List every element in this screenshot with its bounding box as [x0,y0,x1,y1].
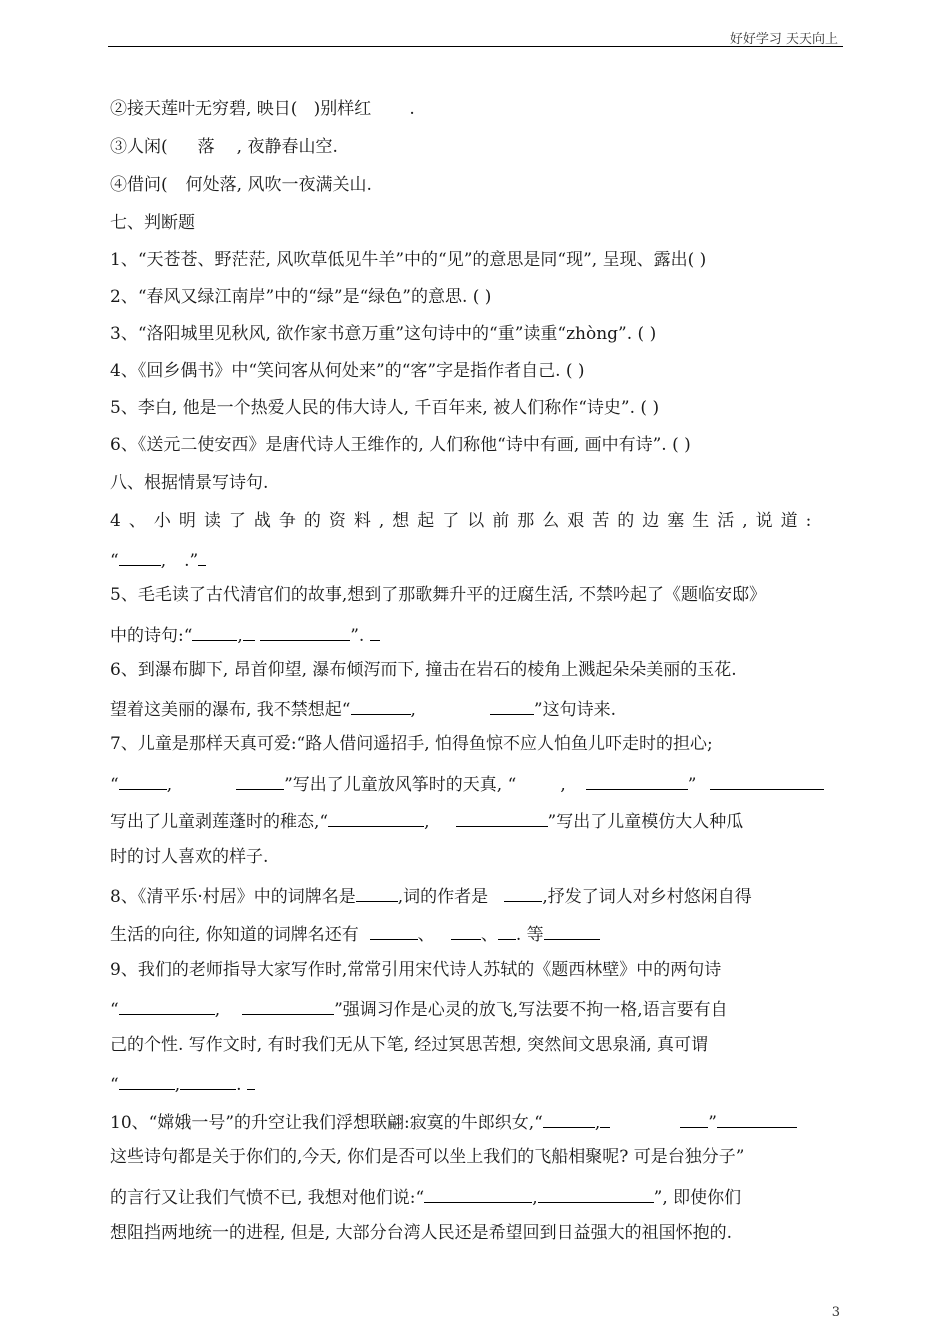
judgement-item-5: 5、李白, 他是一个热爱人民的伟大诗人, 千百年来, 被人们称作“诗史”. ( ) [110,398,660,418]
q5-text: 5、毛毛读了古代清官们的故事,想到了那歌舞升平的迂腐生活, 不禁吟起了《题临安邸》 [110,585,767,605]
q10-text-2: 这些诗句都是关于你们的,今天, 你们是否可以坐上我们的飞船相聚呢? 可是台独分子” [110,1147,745,1167]
q8-line-2: 生活的向往, 你知道的词牌名还有 、 、 . 等 [110,921,600,946]
q7-answer-line-1: “ , ”写出了儿童放风筝时的天真, “ , ” [110,771,824,796]
answer-blank[interactable] [260,622,350,641]
q5-answer-line: 中的诗句:“ , ”. [110,622,380,647]
header-motto: 好好学习 天天向上 [729,32,838,47]
answer-blank[interactable] [242,996,334,1015]
judgement-item-4: 4、《回乡偶书》中“笑问客从何处来”的“客”字是指作者自己. ( ) [110,361,585,381]
answer-blank[interactable] [180,1071,236,1090]
answer-blank[interactable] [192,622,237,641]
answer-blank[interactable] [351,696,411,715]
poem-fill-3: ③人闲( 落 , 夜静春山空. [110,137,338,157]
answer-blank[interactable] [119,547,161,566]
answer-blank[interactable] [451,921,481,940]
answer-blank[interactable] [236,771,284,790]
answer-blank[interactable] [586,771,688,790]
poem-fill-4: ④借问( 何处落, 风吹一夜满关山. [110,175,372,195]
q7-text: 7、儿童是那样天真可爱:“路人借问遥招手, 怕得鱼惊不应人怕鱼儿吓走时的担心; [110,734,713,754]
answer-blank[interactable] [119,996,215,1015]
answer-blank[interactable] [544,921,600,940]
answer-blank[interactable] [546,1184,654,1203]
answer-blank[interactable] [243,622,255,641]
answer-blank[interactable] [247,1071,255,1090]
q9-answer-line: “ , ”强调习作是心灵的放飞,写法要不拘一格,语言要有自 [110,996,728,1021]
q9-answer-line-2: “ , . [110,1071,255,1096]
q7-text-end: 时的讨人喜欢的样子. [110,847,269,867]
q9-text-2: 己的个性. 写作文时, 有时我们无从下笔, 经过冥思苦想, 突然间文思泉涌, 真可谓 [110,1035,709,1055]
q6-text: 6、到瀑布脚下, 昂首仰望, 瀑布倾泻而下, 撞击在岩石的棱角上溅起朵朵美丽的玉花. [110,660,737,680]
q4-text: 4、小明读了战争的资料,想起了以前那么艰苦的边塞生活,说道: [110,511,820,531]
answer-blank[interactable] [356,883,398,902]
judgement-item-3: 3、“洛阳城里见秋风, 欲作家书意万重”这句诗中的“重”读重“zhòng”. ( ) [110,324,657,344]
poem-fill-2: ②接天莲叶无穷碧, 映日( )别样红 . [110,99,415,119]
q10-answer-line: 的言行又让我们气愤不已, 我想对他们说:“ , ”, 即使你们 [110,1184,741,1209]
page-number: 3 [831,1305,840,1320]
answer-blank[interactable] [328,808,424,827]
answer-blank[interactable] [538,1184,546,1203]
judgement-item-2: 2、“春风又绿江南岸”中的“绿”是“绿色”的意思. ( ) [110,287,492,307]
answer-blank[interactable] [370,921,418,940]
answer-blank[interactable] [710,771,824,790]
q7-answer-line-2: 写出了儿童剥莲蓬时的稚态,“ , ”写出了儿童模仿大人种瓜 [110,808,743,833]
answer-blank[interactable] [456,808,548,827]
answer-blank[interactable] [717,1109,797,1128]
answer-blank[interactable] [370,622,380,641]
judgement-item-6: 6、《送元二使安西》是唐代诗人王维作的, 人们称他“诗中有画, 画中有诗”. ( ) [110,435,691,455]
answer-blank[interactable] [600,1109,610,1128]
section-title-judgement: 七、判断题 [110,213,195,233]
q10-text-end: 想阻挡两地统一的进程, 但是, 大部分台湾人民还是希望回到日益强大的祖国怀抱的. [110,1223,733,1243]
header-divider [108,46,843,47]
q10-line-1: 10、“嫦娥一号”的升空让我们浮想联翩:寂寞的牛郎织女,“ , ” [110,1109,797,1134]
judgement-item-1: 1、“天苍苍、野茫茫, 风吹草低见牛羊”中的“见”的意思是同“现”, 呈现、露出( ) [110,250,707,270]
answer-blank[interactable] [504,883,542,902]
section-title-situation: 八、根据情景写诗句. [110,473,269,493]
answer-blank[interactable] [680,1109,708,1128]
q9-text: 9、我们的老师指导大家写作时,常常引用宋代诗人苏轼的《题西林壁》中的两句诗 [110,960,722,980]
answer-blank[interactable] [424,1184,532,1203]
q8-line-1: 8、《清平乐·村居》中的词牌名是 ,词的作者是 ,抒发了词人对乡村悠闲自得 [110,883,752,908]
answer-blank[interactable] [543,1109,595,1128]
q6-answer-line: 望着这美丽的瀑布, 我不禁想起“ , ”这句诗来. [110,696,616,721]
q4-answer-line: “ , .” [110,547,206,572]
answer-blank[interactable] [119,771,167,790]
answer-blank[interactable] [198,547,206,566]
answer-blank[interactable] [490,696,534,715]
answer-blank[interactable] [119,1071,175,1090]
answer-blank[interactable] [498,921,516,940]
